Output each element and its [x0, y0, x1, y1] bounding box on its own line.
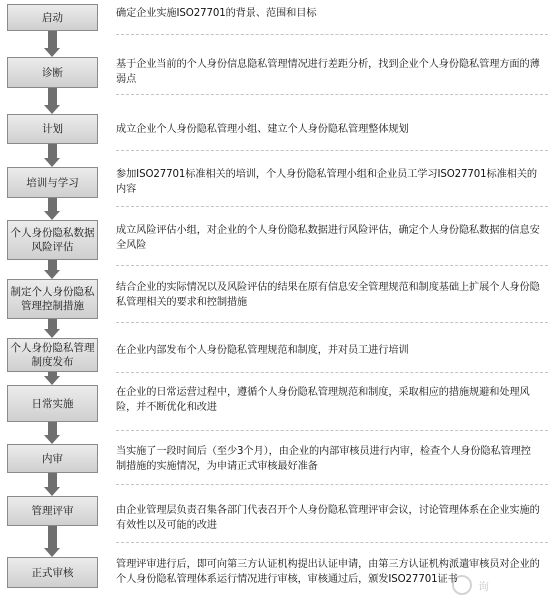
watermark-logo-icon — [452, 575, 472, 595]
step-box: 个人身份隐私管理制度发布 — [7, 338, 98, 372]
arrow-head — [44, 105, 60, 114]
divider-line — [116, 542, 548, 543]
arrow-head — [44, 548, 60, 557]
divider-line — [116, 34, 548, 35]
step-box: 启动 — [7, 4, 98, 31]
down-arrow-icon — [44, 372, 61, 385]
divider-line — [116, 206, 548, 207]
step-description: 结合企业的实际情况以及风险评估的结果在原有信息安全管理规范和制度基础上扩展个人身份隐私管理相关的要求和控制措施 — [116, 282, 540, 308]
arrow-shaft — [48, 526, 57, 549]
down-arrow-icon — [44, 31, 61, 57]
step-description: 确定企业实施ISO27701的背景、范围和目标 — [116, 8, 317, 19]
arrow-head — [44, 158, 60, 167]
down-arrow-icon — [44, 88, 61, 114]
down-arrow-icon — [44, 144, 61, 167]
step-box: 内审 — [7, 444, 98, 473]
arrow-shaft — [48, 31, 57, 49]
arrow-head — [44, 211, 60, 220]
divider-line — [116, 150, 548, 151]
divider-line — [116, 372, 548, 373]
down-arrow-icon — [44, 422, 61, 444]
step-box: 培训与学习 — [7, 167, 98, 198]
step-description: 成立企业个人身份隐私管理小组、建立个人身份隐私管理整体规划 — [116, 124, 409, 135]
step-description: 由企业管理层负责召集各部门代表召开个人身份隐私管理评审会议，讨论管理体系在企业实施的有效性以及可能的改进 — [116, 505, 540, 531]
divider-line — [116, 484, 548, 485]
watermark — [452, 574, 552, 598]
step-box: 正式审核 — [7, 557, 98, 588]
down-arrow-icon — [44, 260, 61, 279]
step-description: 基于企业当前的个人身份信息隐私管理情况进行差距分析，找到企业个人身份隐私管理方面的薄弱点 — [116, 59, 540, 85]
arrow-head — [44, 435, 60, 444]
step-box: 计划 — [7, 114, 98, 144]
step-description: 参加ISO27701标准相关的培训，个人身份隐私管理小组和企业员工学习ISO27701标准相关的内容 — [116, 169, 537, 195]
arrow-head — [44, 376, 60, 385]
arrow-head — [44, 487, 60, 496]
step-box: 制定个人身份隐私管理控制措施 — [7, 279, 98, 319]
arrow-shaft — [48, 473, 57, 488]
arrow-shaft — [48, 88, 57, 106]
step-description: 在企业的日常运营过程中，遵循个人身份隐私管理规范和制度，采取相应的措施规避和处理风险，并不断优化和改进 — [116, 387, 530, 413]
step-description: 在企业内部发布个人身份隐私管理规范和制度，并对员工进行培训 — [116, 345, 409, 356]
arrow-head — [44, 48, 60, 57]
step-box: 日常实施 — [7, 385, 98, 422]
divider-line — [116, 430, 548, 431]
step-description: 成立风险评估小组，对企业的个人身份隐私数据进行风险评估，确定个人身份隐私数据的信息安全风险 — [116, 225, 540, 251]
divider-line — [116, 265, 548, 266]
down-arrow-icon — [44, 473, 61, 496]
arrow-shaft — [48, 144, 57, 159]
down-arrow-icon — [44, 319, 61, 338]
step-description: 当实施了一段时间后（至少3个月），由企业的内部审核员进行内审，检查个人身份隐私管理控制措施的实施情况，为申请正式审核最好准备 — [116, 446, 531, 472]
step-box: 个人身份隐私数据风险评估 — [7, 220, 98, 260]
step-box: 管理评审 — [7, 496, 98, 526]
arrow-head — [44, 329, 60, 338]
down-arrow-icon — [44, 526, 61, 557]
divider-line — [116, 94, 548, 95]
arrow-shaft — [48, 422, 57, 436]
step-description: 管理评审进行后，即可向第三方认证机构提出认证申请，由第三方认证机构派遣审核员对企业的个人身份隐私管理体系运行情况进行审核，审核通过后，颁发ISO27701证书 — [116, 559, 540, 585]
arrow-head — [44, 270, 60, 279]
divider-line — [116, 322, 548, 323]
down-arrow-icon — [44, 198, 61, 220]
arrow-shaft — [48, 198, 57, 212]
step-box: 诊断 — [7, 57, 98, 88]
watermark-text: 询 — [478, 580, 489, 593]
